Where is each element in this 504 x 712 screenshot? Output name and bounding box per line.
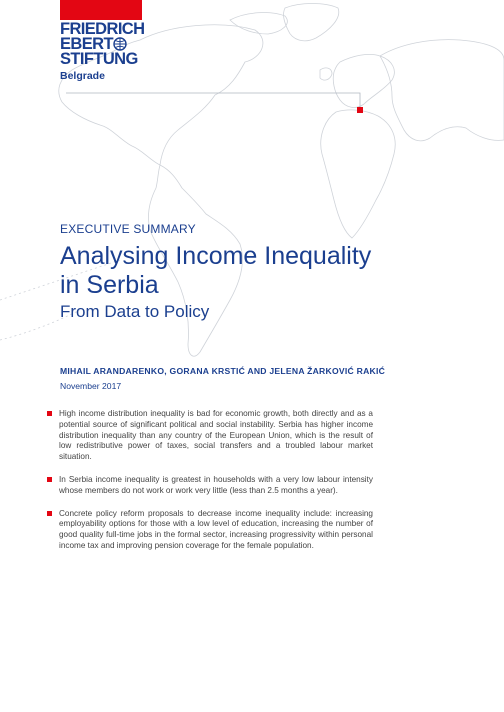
list-item bbox=[47, 509, 373, 552]
document-header bbox=[60, 222, 480, 322]
logo-line-1: FRIEDRICH bbox=[60, 20, 145, 38]
bullet-square-icon bbox=[47, 511, 52, 516]
document-subtitle: From Data to Policy bbox=[60, 302, 210, 321]
bullet-square-icon bbox=[47, 477, 52, 482]
globe-icon bbox=[113, 37, 127, 51]
logo-line-3: STIFTUNG bbox=[60, 50, 138, 68]
summary-bullet-list bbox=[47, 409, 373, 564]
publication-date: November 2017 bbox=[60, 381, 122, 391]
document-title bbox=[60, 242, 480, 300]
bullet-square-icon bbox=[47, 411, 52, 416]
list-item bbox=[47, 475, 373, 497]
fes-logo bbox=[60, 22, 150, 82]
bullet-text: Concrete policy reform proposals to decrease income inequality include: increasing employability options for those with a low level of education, increasing the number of good quality full-time jobs in the formal sector, increasing progressivity within personal income tax and improving pension coverage for the female population. bbox=[59, 508, 373, 550]
list-item bbox=[47, 409, 373, 463]
logo-line-2: EBERT bbox=[60, 35, 113, 53]
title-line-2: in Serbia bbox=[60, 271, 159, 299]
bullet-text: In Serbia income inequality is greatest in households with a very low labour intensity whose members do not work or work very little (less than 2.5 months a year). bbox=[59, 474, 373, 495]
title-line-1: Analysing Income Inequality bbox=[60, 242, 372, 270]
location-marker-icon bbox=[357, 107, 363, 113]
bullet-text: High income distribution inequality is bad for economic growth, both directly and as a potential source of significant political and social instability. Serbia has higher income distribution inequality than any country of the European Union, which is the result of low redistributive power of taxes, social transfers and a troubled labour market situation. bbox=[59, 409, 373, 462]
authors-line: MIHAIL ARANDARENKO, GORANA KRSTIĆ AND JELENA ŽARKOVIĆ RAKIĆ bbox=[60, 366, 386, 376]
logo-city: Belgrade bbox=[60, 70, 105, 82]
document-type-label: EXECUTIVE SUMMARY bbox=[60, 222, 196, 236]
